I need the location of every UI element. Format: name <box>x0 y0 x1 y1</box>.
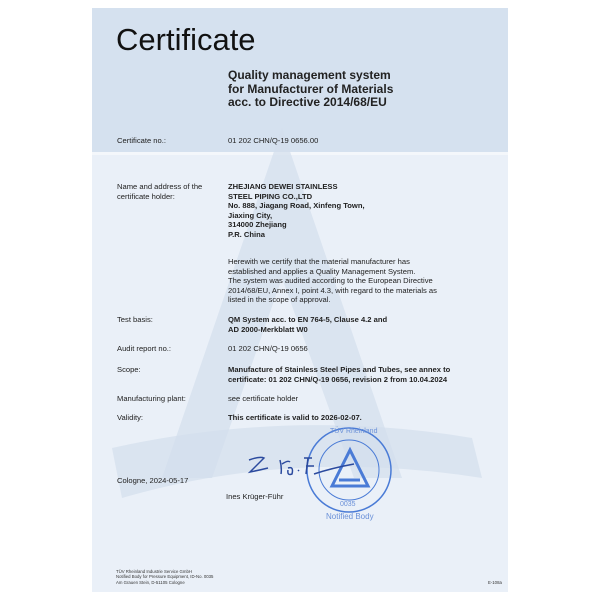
footer-line: Am Grauen Stein, D-51105 Cologne <box>116 579 185 585</box>
footer-line: Notified Body for Pressure Equipment, ID-No. 0035 <box>116 574 214 580</box>
scope-line: certificate: 01 202 CHN/Q-19 0656, revision 2 from 10.04.2024 <box>228 374 448 384</box>
audit-report-value: 01 202 CHN/Q-19 0656 <box>228 344 308 353</box>
statement-line: Herewith we certify that the material manufacturer has <box>228 257 410 266</box>
svg-text:Notified Body: Notified Body <box>326 512 374 521</box>
address-line: No. 888, Jiagang Road, Xinfeng Town, <box>228 201 365 211</box>
validity-value: This certificate is valid to 2026-02-07. <box>228 413 362 422</box>
footer-issuer <box>116 569 213 585</box>
signature-and-stamp <box>92 8 508 592</box>
test-basis-label: Test basis: <box>117 315 153 324</box>
label-line: Name and address of the <box>117 182 203 191</box>
signatory-name: Ines Krüger-Führ <box>226 492 284 501</box>
address-line: Jiaxing City, <box>228 210 273 220</box>
label-line: certificate holder: <box>117 191 175 201</box>
certificate-no-value: 01 202 CHN/Q-19 0656.00 <box>228 136 319 145</box>
form-code: E-108a <box>488 580 502 585</box>
stamp-icon <box>307 427 391 521</box>
subtitle-line: Quality management system <box>228 68 391 82</box>
plant-value: see certificate holder <box>228 394 299 403</box>
certificate-no-label: Certificate no.: <box>117 136 166 145</box>
test-basis-line: AD 2000-Merkblatt W0 <box>228 324 308 334</box>
test-basis-line: QM System acc. to EN 764-5, Clause 4.2 and <box>228 315 388 324</box>
certificate-title: Certificate <box>116 22 256 57</box>
address-line: 314000 Zhejiang <box>228 220 287 230</box>
footer-line: TÜV Rheinland Industrie Service GmbH <box>116 569 192 574</box>
certificate-page <box>92 8 508 592</box>
svg-text:0035: 0035 <box>340 501 356 508</box>
subtitle-line: for Manufacturer of Materials <box>228 81 394 96</box>
plant-label: Manufacturing plant: <box>117 394 186 403</box>
statement-line: 2014/68/EU, Annex I, point 4.3, with regard to the materials as <box>228 285 437 295</box>
audit-report-label: Audit report no.: <box>117 344 172 353</box>
statement-line: listed in the scope of approval. <box>228 295 331 305</box>
statement-line: established and applies a Quality Management System. <box>228 266 416 276</box>
statement-line: The system was audited according to the European Directive <box>228 276 433 286</box>
address-line: STEEL PIPING CO.,LTD <box>228 191 313 201</box>
place-date: Cologne, 2024-05-17 <box>117 476 189 485</box>
svg-text:TÜV Rheinland: TÜV Rheinland <box>330 428 378 435</box>
address-line: ZHEJIANG DEWEI STAINLESS <box>228 182 338 191</box>
validity-label: Validity: <box>117 413 144 422</box>
subtitle-line: acc. to Directive 2014/68/EU <box>228 95 387 109</box>
address-line: P.R. China <box>228 229 265 239</box>
scope-label: Scope: <box>117 365 141 374</box>
scope-line: Manufacture of Stainless Steel Pipes and Tubes, see annex to <box>228 365 451 374</box>
